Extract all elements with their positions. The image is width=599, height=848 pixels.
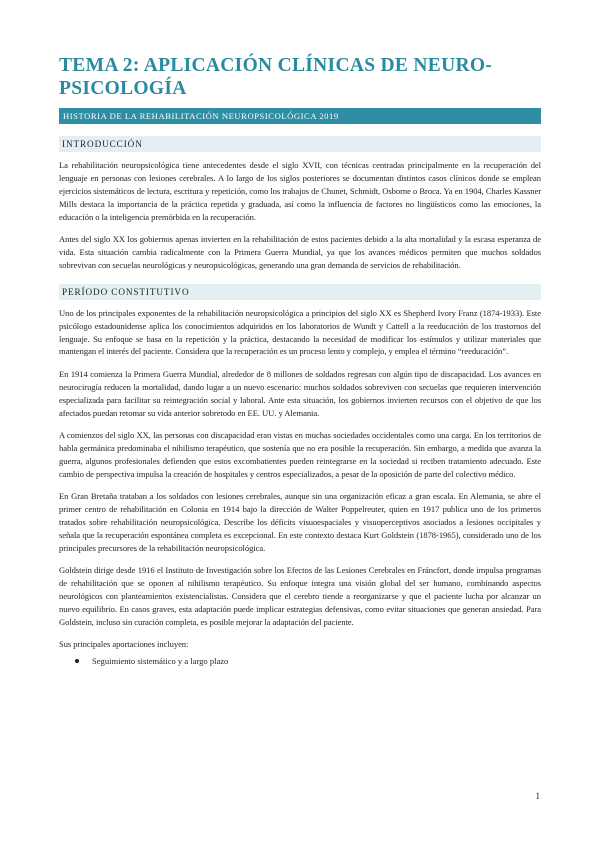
paragraph: A comienzos del siglo XX, las personas con discapacidad eran vistas en muchas sociedades occidentales como una carga. En los territorios de habla germánica predominaba el nihilismo terapéutico, que sostenía que no era posible la recuperación. Sin embargo, a medida que avanza la guerra, algunos profesionales defienden que estos excombatientes pueden reintegrarse en la sociedad si reciben tratamiento adecuado. Este cambio de perspectiva impulsa la creación de hospitales y centros especializados, a pesar de la oposición de parte del colectivo médico.	[59, 430, 541, 479]
section-heading-periodo-constitutivo: PERÍODO CONSTITUTIVO	[59, 284, 541, 300]
paragraph: La rehabilitación neuropsicológica tiene antecedentes desde el siglo XVII, con técnicas centradas principalmente en la recuperación del lenguaje en personas con lesiones cerebrales. A lo largo de los siglos posteriores se documentan distintos casos clínicos donde se emplean ejercicios sistemáticos de lectura, escritura y repetición, como los trabajos de Chunet, Schmidt, Osborne o Broca. Ya en 1904, Charles Kassner Mills destaca la importancia de la práctica repetida y graduada, así como la influencia de factores no lingüísticos como las emociones, la educación o la inteligencia premórbida en la recuperación.	[59, 160, 541, 222]
page-number: 1	[535, 791, 540, 801]
paragraph: En Gran Bretaña trataban a los soldados con lesiones cerebrales, aunque sin una organización eficaz a gran escala. En Alemania, se abre el primer centro de rehabilitación en Colonia en 1914 bajo la dirección de Walter Poppelreuter, quien en 1917 publica uno de los primeros tratados sobre rehabilitación neuropsicológica. Describe los déficits visuoespaciales y visuoperceptivos asociados a lesiones occipitales y señala que la recuperación espontánea completa es excepcional. En este contexto destaca Kurt Goldstein (1878-1965), considerado uno de los principales precursores de la rehabilitación neuropsicológica.	[59, 491, 541, 553]
section-heading-introduccion: INTRODUCCIÓN	[59, 136, 541, 152]
bullet-icon	[75, 659, 79, 663]
document-title: TEMA 2: APLICACIÓN CLÍNICAS DE NEURO-PSICOLOGÍA	[59, 55, 493, 99]
paragraph: Antes del siglo XX los gobiernos apenas invierten en la rehabilitación de estos pacientes debido a la alta mortalidad y la escasa esperanza de vida. Esta situación cambia radicalmente con la Primera Guerra Mundial, ya que los avances médicos permiten que muchos soldados sobrevivan con secuelas neurológicas y neuropsicológicas, generando una gran demanda de servicios de rehabilitación.	[59, 234, 541, 270]
document-banner: HISTORIA DE LA REHABILITACIÓN NEUROPSICOLÓGICA 2019	[59, 108, 541, 124]
bullet-list	[59, 655, 540, 668]
list-item-text: Seguimiento sistemático y a largo plazo	[92, 655, 229, 666]
list-lead: Sus principales aportaciones incluyen:	[59, 638, 189, 649]
paragraph: Uno de los principales exponentes de la rehabilitación neuropsicológica a principios del siglo XX es Shepherd Ivory Franz (1874-1933). Este psicólogo estadounidense aplica los conocimientos adquiridos en los laboratorios de Wundt y Cattell a la reeducación de los trastornos del lenguaje. Su enfoque se basa en la repetición y la práctica, destacando la necesidad de modificar los estímulos y utilizar materiales que mantengan el interés del paciente. Considera que la recuperación es un proceso lento y complejo, y emplea el término “reeducación”.	[59, 307, 541, 357]
paragraph: En 1914 comienza la Primera Guerra Mundial, alrededor de 8 millones de soldados regresan con algún tipo de discapacidad. Los avances en neurocirugía reducen la mortalidad, dando lugar a un nuevo escenario: muchos soldados sobreviven con secuelas que requieren intervención especializada para facilitar su reintegración social y laboral. Ante esta situación, los gobiernos invierten recursos con el objetivo de que los afectados puedan retomar su vida anterior sobretodo en EE. UU. y Alemania.	[59, 368, 541, 418]
list-item	[59, 655, 540, 668]
paragraph: Goldstein dirige desde 1916 el Instituto de Investigación sobre los Efectos de las Lesiones Cerebrales en Fráncfort, donde impulsa programas de rehabilitación que se oponen al nihilismo terapéutico. Su enfoque integra una visión global del ser humano, combinando aspectos neurológicos con planteamientos existencialistas. Considera que el cerebro tiende a reorganizarse y que el paciente lucha por alcanzar un nuevo equilibrio. En casos graves, esta adaptación puede implicar estrategias defensivas, como evitar situaciones que generan ansiedad. Para Goldstein, incluso sin curación completa, es posible mejorar la adaptación del paciente.	[59, 565, 541, 627]
